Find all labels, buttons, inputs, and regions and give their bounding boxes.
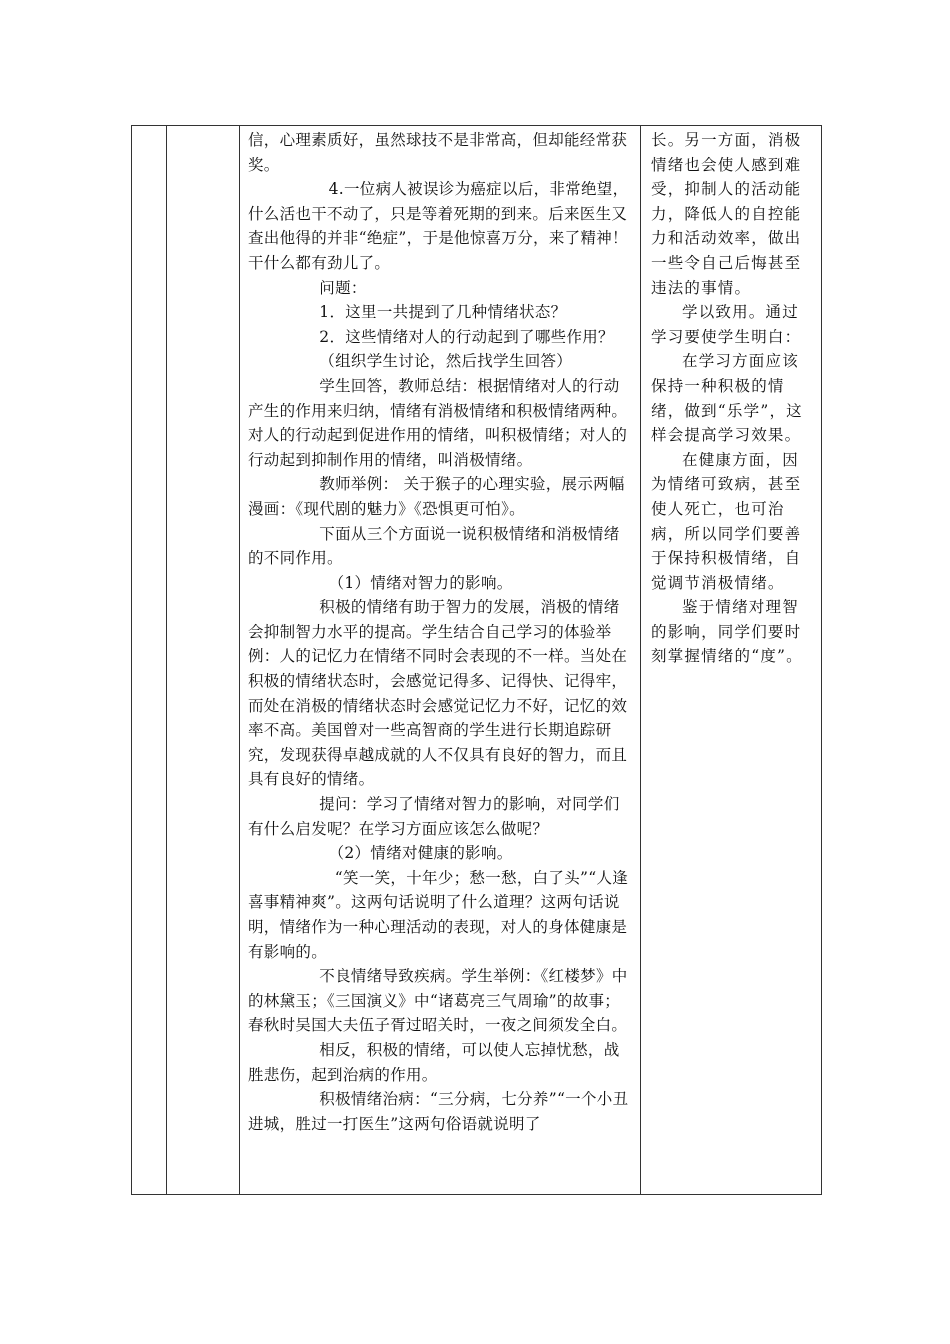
design-intent-text [641, 126, 821, 669]
body-paragraph: 提问：学习了情绪对智力的影响，对同学们有什么启发呢？在学习方面应该怎么做呢？ [248, 795, 620, 838]
lesson-plan-table [131, 125, 822, 1195]
body-paragraph: 积极的情绪有助于智力的发展，消极的情绪会抑制智力水平的提高。学生结合自己学习的体验举例：人的记忆力在情绪不同时会表现的不一样。当处在积极的情绪状态时，会感觉记得多、记得快、记得牢，而处在消极的情绪状态时会感觉记忆力不好，记忆的效率不高。美国曾对一些高智商的学生进行长期追踪研究，发现获得卓越成就的人不仅具有良好的智力，而且具有良好的情绪。 [248, 598, 628, 789]
table-row [132, 126, 822, 1195]
body-paragraph: 相反，积极的情绪，可以使人忘掉忧愁，战胜悲伤，起到治病的作用。 [248, 1040, 620, 1084]
body-paragraph: 2．这些情绪对人的行动起到了哪些作用？ [319, 327, 614, 346]
body-paragraph: 教师举例： 关于猴子的心理实验，展示两幅漫画：《现代剧的魅力》《恐惧更可怕》。 [248, 475, 625, 518]
body-paragraph: 信，心理素质好，虽然球技不是非常高，但却能经常获奖。 [248, 131, 628, 174]
design-intent-cell [641, 126, 822, 1195]
teaching-process-text [240, 126, 640, 1136]
side-paragraph: 鉴于情绪对理智的影响，同学们要时刻掌握情绪的“度”。 [651, 598, 803, 666]
body-paragraph: 积极情绪治病：“三分病，七分养”“一个小丑进城，胜过一打医生”这两句俗语就说明了 [248, 1090, 629, 1133]
body-paragraph: 学生回答，教师总结：根据情绪对人的行动产生的作用来归纳，情绪有消极情绪和积极情绪两种。对人的行动起到促进作用的情绪，叫积极情绪；对人的行动起到抑制作用的情绪，叫消极情绪。 [248, 376, 628, 469]
side-paragraph: 在健康方面，因为情绪可致病，甚至使人死亡，也可治病，所以同学们要善于保持积极情绪，自觉调节消极情绪。 [651, 450, 802, 592]
body-paragraph: 不良情绪导致疾病。学生举例：《红楼梦》中的林黛玉；《三国演义》中“诸葛亮三气周瑜”的故事；春秋时吴国大夫伍子胥过昭关时，一夜之间须发全白。 [248, 967, 628, 1035]
empty-cell-2 [167, 126, 240, 1195]
empty-cell-1 [132, 126, 167, 1195]
side-paragraph: 长。另一方面，消极情绪也会使人感到难受，抑制人的活动能力，降低人的自控能力和活动效率，做出一些令自己后悔甚至违法的事情。 [651, 131, 802, 297]
body-paragraph: 1．这里一共提到了几种情绪状态？ [319, 303, 567, 322]
body-paragraph: “笑一笑，十年少；愁一愁，白了头”“人逢喜事精神爽”。这两句话说明了什么道理？这两句话说明，情绪作为一种心理活动的表现，对人的身体健康是有影响的。 [248, 868, 629, 961]
body-paragraph: 4.一位病人被误诊为癌症以后，非常绝望，什么活也干不动了，只是等着死期的到来。后来医生又查出他得的并非“绝症”，于是他惊喜万分，来了精神！干什么都有劲儿了。 [248, 180, 629, 272]
teaching-process-cell [240, 126, 641, 1195]
body-paragraph: （2）情绪对健康的影响。 [328, 844, 513, 863]
side-paragraph: 在学习方面应该保持一种积极的情绪，做到“乐学”，这样会提高学习效果。 [651, 352, 803, 445]
body-paragraph: 下面从三个方面说一说积极情绪和消极情绪的不同作用。 [248, 524, 620, 568]
body-paragraph: （组织学生讨论，然后找学生回答） [319, 352, 573, 371]
body-paragraph: 问题： [319, 278, 367, 297]
side-paragraph: 学以致用。通过学习要使学生明白： [651, 303, 802, 346]
body-paragraph: （1）情绪对智力的影响。 [328, 573, 513, 592]
